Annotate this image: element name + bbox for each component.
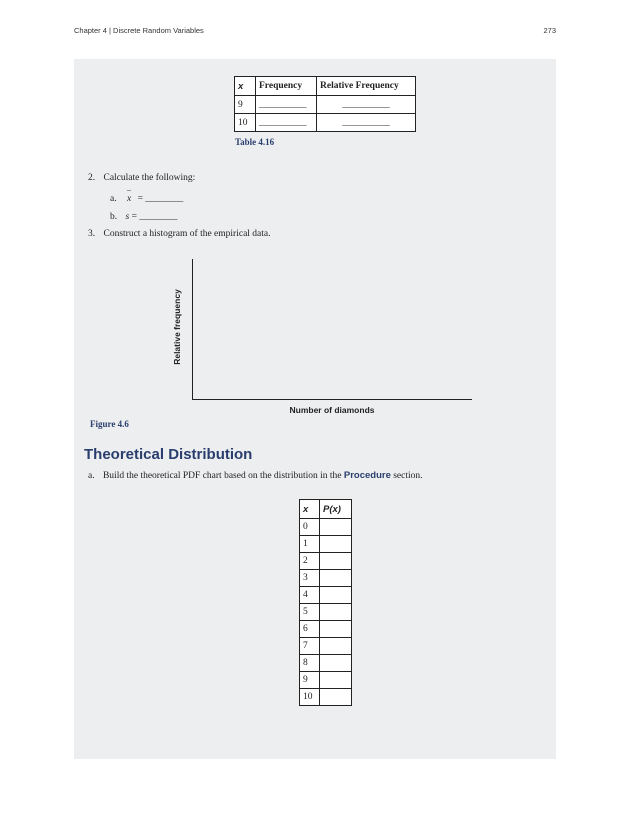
question-text: Calculate the following: bbox=[103, 173, 196, 183]
answer-blank[interactable]: ________ bbox=[145, 194, 184, 204]
cell-frequency-blank[interactable]: __________ bbox=[256, 114, 317, 132]
item-text-end: section. bbox=[393, 471, 423, 481]
cell-p-blank[interactable] bbox=[320, 689, 352, 706]
cell-x: 1 bbox=[300, 536, 320, 553]
table-row bbox=[300, 655, 352, 672]
cell-x: 10 bbox=[300, 689, 320, 706]
item-letter: a. bbox=[110, 194, 117, 204]
item-letter: a. bbox=[88, 471, 95, 481]
header-relative-frequency: Relative Frequency bbox=[317, 77, 416, 96]
exercise-panel bbox=[74, 59, 556, 759]
table-row bbox=[300, 689, 352, 706]
equals-sign: = bbox=[131, 212, 137, 222]
question-number: 3. bbox=[88, 229, 96, 239]
cell-x: 3 bbox=[300, 570, 320, 587]
cell-x: 9 bbox=[300, 672, 320, 689]
cell-x: 2 bbox=[300, 553, 320, 570]
theoretical-pdf-table bbox=[299, 499, 352, 706]
cell-x: 4 bbox=[300, 587, 320, 604]
histogram-y-label: Relative frequency bbox=[172, 289, 182, 365]
cell-x: 0 bbox=[300, 519, 320, 536]
chapter-title: Chapter 4 | Discrete Random Variables bbox=[74, 26, 204, 35]
table-row bbox=[300, 638, 352, 655]
cell-p-blank[interactable] bbox=[320, 638, 352, 655]
bar-mark: – bbox=[126, 185, 131, 194]
question-3 bbox=[88, 229, 271, 239]
page-header bbox=[74, 26, 556, 38]
table-row bbox=[300, 536, 352, 553]
cell-relative-frequency-blank[interactable]: __________ bbox=[317, 114, 416, 132]
cell-p-blank[interactable] bbox=[320, 587, 352, 604]
section-heading: Theoretical Distribution bbox=[84, 446, 253, 463]
table-caption: Table 4.16 bbox=[235, 137, 275, 147]
figure-caption: Figure 4.6 bbox=[90, 419, 129, 429]
item-letter: b. bbox=[110, 212, 118, 222]
cell-p-blank[interactable] bbox=[320, 553, 352, 570]
cell-frequency-blank[interactable]: __________ bbox=[256, 96, 317, 114]
cell-x: 5 bbox=[300, 604, 320, 621]
cell-relative-frequency-blank[interactable]: __________ bbox=[317, 96, 416, 114]
header-p-of-x: P(x) bbox=[320, 500, 352, 519]
cell-x: 8 bbox=[300, 655, 320, 672]
page-number: 273 bbox=[543, 26, 556, 35]
table-row bbox=[300, 672, 352, 689]
table-row bbox=[235, 96, 416, 114]
cell-p-blank[interactable] bbox=[320, 519, 352, 536]
histogram-x-axis bbox=[192, 399, 472, 400]
table-row bbox=[235, 114, 416, 132]
header-x: x bbox=[235, 77, 256, 96]
cell-p-blank[interactable] bbox=[320, 672, 352, 689]
table-row bbox=[300, 621, 352, 638]
cell-p-blank[interactable] bbox=[320, 655, 352, 672]
cell-x: 7 bbox=[300, 638, 320, 655]
cell-x: 10 bbox=[235, 114, 256, 132]
theoretical-item-a bbox=[88, 470, 423, 481]
question-2 bbox=[88, 173, 195, 183]
table-row bbox=[300, 587, 352, 604]
histogram-y-axis bbox=[192, 259, 193, 399]
table-row bbox=[300, 519, 352, 536]
histogram-x-label: Number of diamonds bbox=[289, 405, 375, 415]
header-x: x bbox=[300, 500, 320, 519]
cell-p-blank[interactable] bbox=[320, 621, 352, 638]
header-frequency: Frequency bbox=[256, 77, 317, 96]
cell-x: 6 bbox=[300, 621, 320, 638]
item-text: Build the theoretical PDF chart based on the distribution in the bbox=[102, 471, 342, 481]
procedure-link[interactable]: Procedure bbox=[343, 470, 391, 481]
table-row bbox=[300, 570, 352, 587]
cell-p-blank[interactable] bbox=[320, 536, 352, 553]
x-bar-symbol: – x bbox=[126, 185, 132, 204]
cell-p-blank[interactable] bbox=[320, 570, 352, 587]
table-row bbox=[300, 604, 352, 621]
answer-blank[interactable]: ________ bbox=[139, 212, 178, 222]
s-symbol: s bbox=[125, 212, 130, 222]
table-header-row bbox=[300, 500, 352, 519]
table-row bbox=[300, 553, 352, 570]
cell-x: 9 bbox=[235, 96, 256, 114]
question-number: 2. bbox=[88, 173, 96, 183]
frequency-table bbox=[234, 76, 416, 132]
cell-p-blank[interactable] bbox=[320, 604, 352, 621]
question-2b bbox=[110, 212, 177, 222]
question-text: Construct a histogram of the empirical data. bbox=[103, 229, 271, 239]
equals-sign: = bbox=[137, 194, 143, 204]
table-header-row bbox=[235, 77, 416, 96]
question-2a bbox=[110, 185, 184, 204]
